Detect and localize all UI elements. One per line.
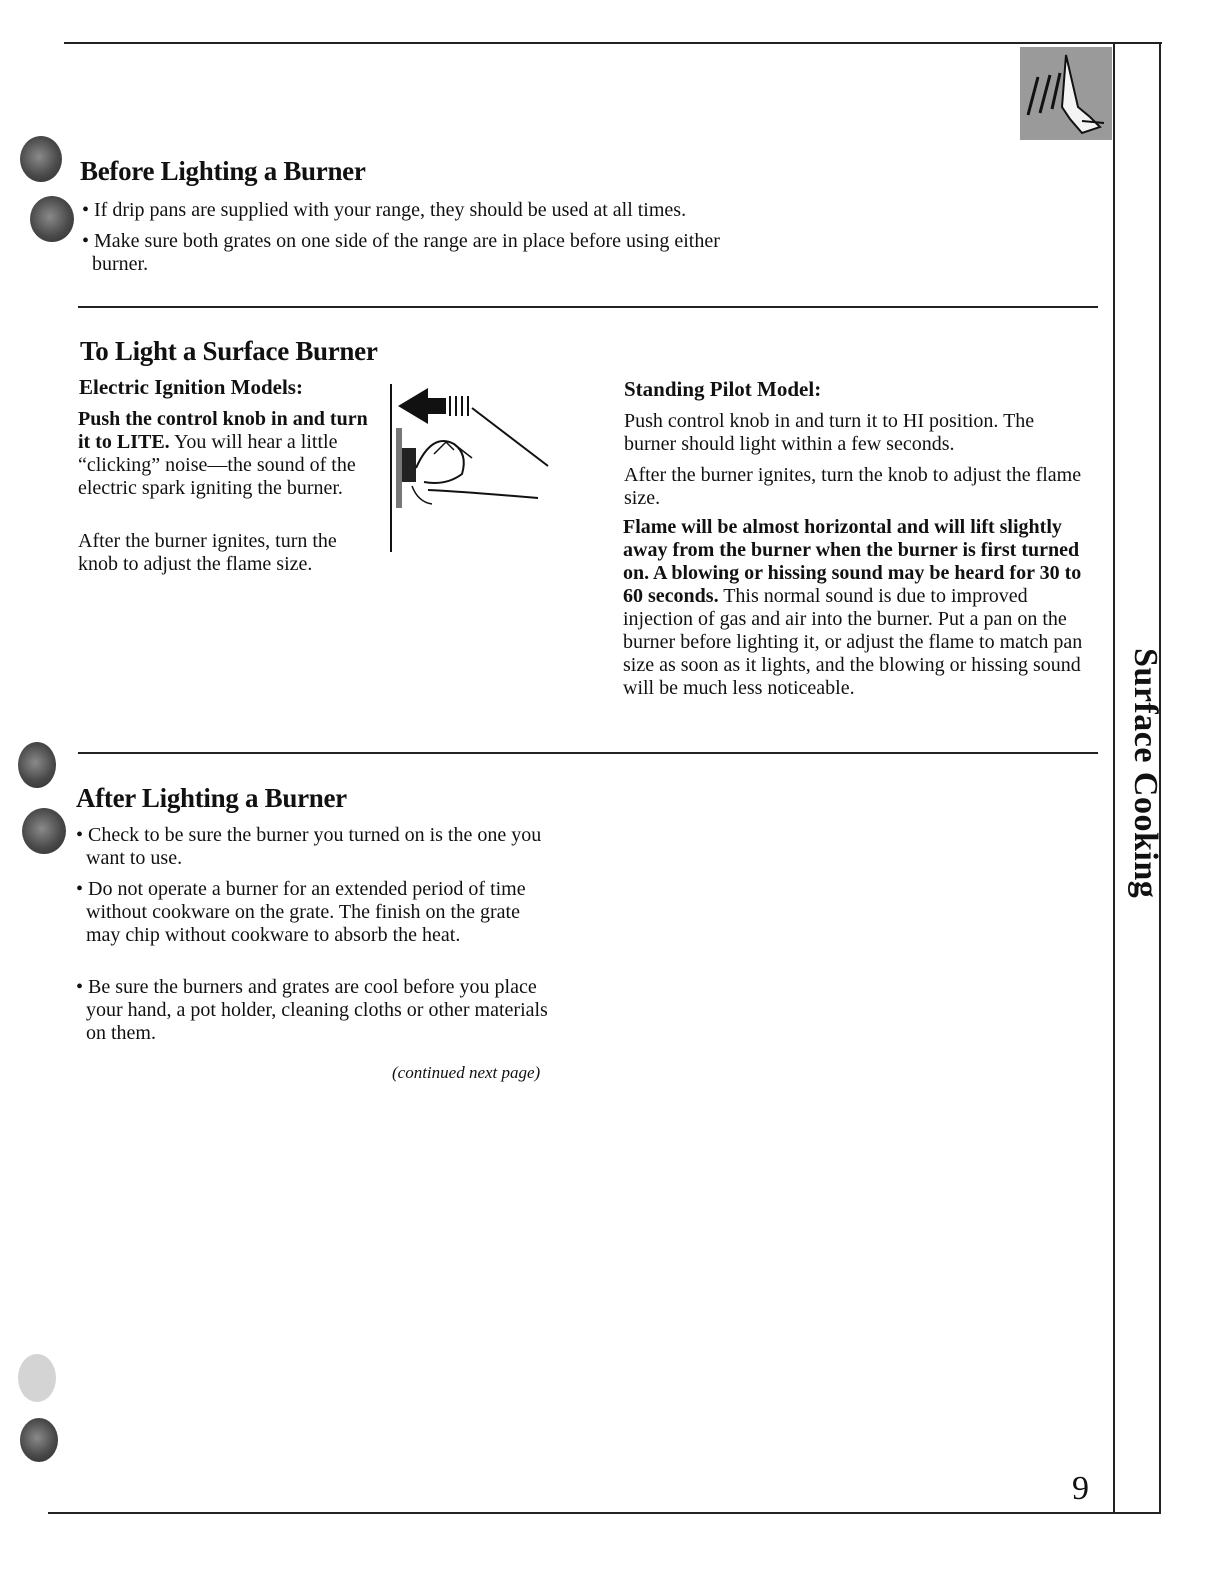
- section-divider-2: [78, 752, 1098, 754]
- pilot-para-3: [623, 516, 1101, 700]
- after-bullet-3: • Be sure the burners and grates are cool before you place your hand, a pot holder, cleaning cloths or other materials on them.: [76, 976, 548, 1044]
- binder-hole: [20, 136, 62, 182]
- pilot-bold-lead: Flame will be almost horizontal and will lift slightly away from the burner when the burner is first turned on. A blowing or hissing sound may be heard for 30 to 60 seconds.: [623, 516, 1082, 607]
- tab-label: Surface Cooking: [1127, 648, 1164, 899]
- electric-bold-lead: Push the control knob in and turn it to LITE.: [78, 408, 368, 453]
- binder-hole-faded: [18, 1354, 56, 1402]
- knob-illustration: [388, 382, 553, 557]
- hand-icon: [1020, 47, 1112, 140]
- electric-rest: You will hear a little “clicking” noise—the sound of the electric spark igniting the burner.: [78, 431, 356, 499]
- pilot-rest: This normal sound is due to improved injection of gas and air into the burner. Put a pan on the burner before lighting it, or adjust the flame to match pan size as soon as it lights, and the blowing or hissing sound will be much less noticeable.: [623, 585, 1083, 699]
- pilot-heading: Standing Pilot Model:: [624, 377, 822, 401]
- before-title: Before Lighting a Burner: [80, 156, 366, 186]
- section-divider-1: [78, 306, 1098, 308]
- tab-border-left: [1113, 44, 1115, 1514]
- pilot-para-2: After the burner ignites, turn the knob to adjust the flame size.: [624, 464, 1082, 509]
- binder-hole: [18, 742, 56, 788]
- light-title: To Light a Surface Burner: [80, 336, 378, 366]
- continued-note: (continued next page): [392, 1063, 541, 1082]
- binder-hole: [20, 1418, 58, 1462]
- after-title: After Lighting a Burner: [76, 783, 347, 813]
- binder-hole: [22, 808, 66, 854]
- before-bullet-2: • Make sure both grates on one side of the range are in place before using either burner.: [82, 230, 720, 275]
- pilot-para-1: Push control knob in and turn it to HI position. The burner should light within a few seconds.: [624, 410, 1035, 455]
- electric-para-1: [78, 408, 378, 500]
- bottom-rule: [48, 1512, 1161, 1514]
- electric-heading: Electric Ignition Models:: [79, 375, 303, 399]
- after-bullet-2: • Do not operate a burner for an extended period of time without cookware on the grate. The finish on the grate may chip without cookware to absorb the heat.: [76, 878, 526, 946]
- before-bullet-1: • If drip pans are supplied with your range, they should be used at all times.: [82, 199, 687, 221]
- electric-para-2: After the burner ignites, turn the knob to adjust the flame size.: [78, 530, 337, 575]
- binder-hole: [30, 196, 74, 242]
- top-rule: [64, 42, 1162, 44]
- page-number: 9: [1072, 1470, 1089, 1507]
- after-bullet-1: • Check to be sure the burner you turned on is the one you want to use.: [76, 824, 542, 869]
